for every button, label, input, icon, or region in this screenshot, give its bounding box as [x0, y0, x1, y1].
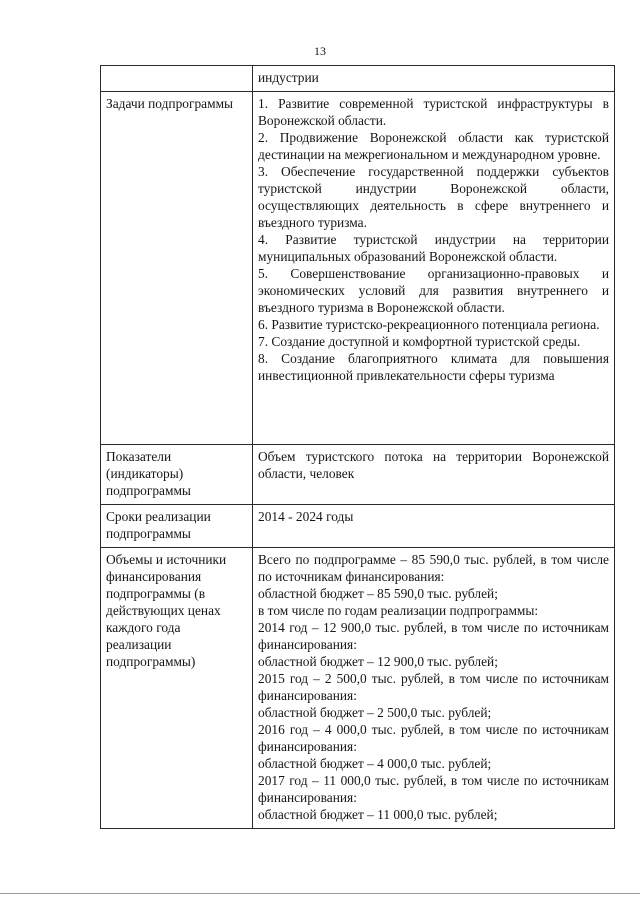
- row-content: [253, 548, 615, 829]
- task-item: 8. Создание благоприятного климата для повышения инвестиционной привлекательности сферы туризма: [258, 351, 609, 383]
- table-row: [101, 445, 615, 505]
- row-label: Задачи подпрограммы: [101, 92, 253, 445]
- task-item: 3. Обеспечение государственной поддержки субъектов туристской индустрии Воронежской области, осуществляющих деятельность в сфере внутреннего и въездного туризма.: [258, 164, 609, 230]
- row-content: [253, 505, 615, 548]
- task-item: 2. Продвижение Воронежской области как туристской дестинации на межрегиональном и международном уровне.: [258, 130, 609, 162]
- table-row: [101, 92, 615, 445]
- subprogram-passport-table: [100, 65, 615, 829]
- row-content: [253, 445, 615, 505]
- page-number: 13: [314, 44, 326, 58]
- funding-line: в том числе по годам реализации подпрограммы:: [258, 603, 539, 618]
- content-paragraph: 2014 - 2024 годы: [258, 509, 354, 524]
- table-row: [101, 66, 615, 92]
- content-paragraph: индустрии: [258, 70, 319, 85]
- funding-line: областной бюджет – 4 000,0 тыс. рублей;: [258, 756, 492, 771]
- funding-line: 2014 год – 12 900,0 тыс. рублей, в том числе по источникам финансирования:: [258, 620, 609, 652]
- row-label: Объемы и источники финансирования подпрограммы (в действующих ценах каждого года реализации подпрограммы): [101, 548, 253, 829]
- funding-line: областной бюджет – 11 000,0 тыс. рублей;: [258, 807, 498, 822]
- content-paragraph: Объем туристского потока на территории Воронежской области, человек: [258, 449, 609, 481]
- row-content: [253, 66, 615, 92]
- task-item: 6. Развитие туристско-рекреационного потенциала региона.: [258, 317, 600, 332]
- page-bottom-rule: [0, 893, 640, 894]
- task-item: 4. Развитие туристской индустрии на территории муниципальных образований Воронежской области.: [258, 232, 609, 264]
- funding-line: областной бюджет – 85 590,0 тыс. рублей;: [258, 586, 498, 601]
- task-item: 7. Создание доступной и комфортной туристской среды.: [258, 334, 581, 349]
- funding-line: областной бюджет – 2 500,0 тыс. рублей;: [258, 705, 492, 720]
- task-item: 5. Совершенствование организационно-правовых и экономических условий для развития внутреннего и въездного туризма в Воронежской области.: [258, 266, 609, 315]
- funding-line: 2016 год – 4 000,0 тыс. рублей, в том числе по источникам финансирования:: [258, 722, 609, 754]
- row-label: Сроки реализации подпрограммы: [101, 505, 253, 548]
- funding-line: 2017 год – 11 000,0 тыс. рублей, в том числе по источникам финансирования:: [258, 773, 609, 805]
- funding-line: областной бюджет – 12 900,0 тыс. рублей;: [258, 654, 498, 669]
- row-label: Показатели (индикаторы) подпрограммы: [101, 445, 253, 505]
- funding-line: 2015 год – 2 500,0 тыс. рублей, в том числе по источникам финансирования:: [258, 671, 609, 703]
- task-item: 1. Развитие современной туристской инфраструктуры в Воронежской области.: [258, 96, 609, 128]
- row-content: [253, 92, 615, 445]
- table-row: [101, 505, 615, 548]
- funding-line: Всего по подпрограмме – 85 590,0 тыс. рублей, в том числе по источникам финансирования:: [258, 552, 609, 584]
- table-row: [101, 548, 615, 829]
- row-label: [101, 66, 253, 92]
